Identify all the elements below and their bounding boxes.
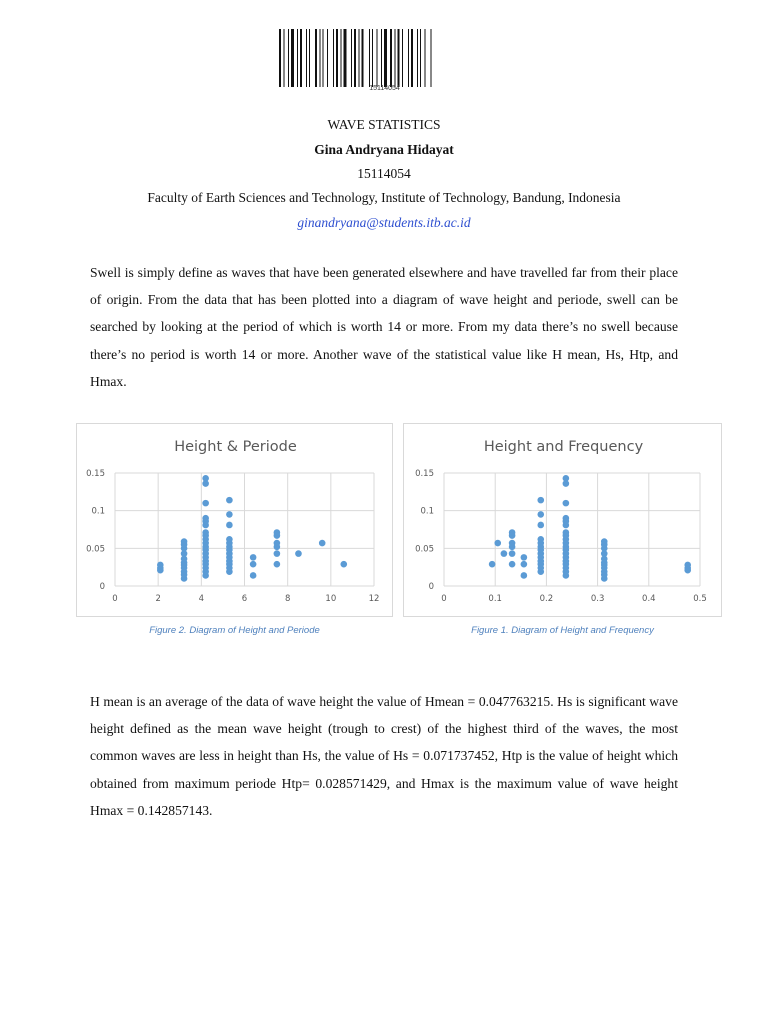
data-point (684, 562, 691, 569)
figure2-caption: Figure 2. Diagram of Height and Periode (149, 625, 320, 636)
data-point (202, 529, 209, 536)
data-point (563, 475, 570, 482)
author-email[interactable]: ginandryana@students.itb.ac.id (297, 215, 471, 230)
x-tick-label: 0 (441, 594, 447, 604)
data-point (274, 540, 281, 547)
x-tick-label: 10 (325, 594, 337, 604)
x-tick-label: 8 (284, 594, 291, 604)
x-tick-label: 0.2 (539, 594, 554, 604)
data-point (274, 550, 281, 557)
x-tick-label: 0.3 (590, 594, 605, 604)
data-point (202, 515, 209, 522)
data-point (509, 529, 516, 536)
data-point (274, 561, 281, 568)
x-tick-label: 0.5 (693, 594, 707, 604)
intro-paragraph: Swell is simply define as waves that have been generated elsewhere and have travelled far from their place of origin. From the data that has been plotted into a diagram of wave height and periode, swell can be searched by looking at the period of which is worth 14 or more. From my data there’s no swell because there’s no period is worth 14 or more. Another wave of the statistical value like H mean, Hs, Htp, and Hmax. (90, 265, 678, 389)
y-tick-label: 0 (428, 582, 434, 592)
height-frequency-chart-svg (404, 424, 723, 618)
author-name: Gina Andryana Hidayat (314, 142, 454, 157)
y-tick-label: 0.1 (420, 506, 434, 517)
data-point (501, 550, 508, 557)
y-tick-label: 0.1 (91, 506, 105, 517)
data-point (494, 540, 501, 547)
affiliation: Faculty of Earth Sciences and Technology, Institute of Technology, Bandung, Indonesia (147, 190, 621, 205)
data-point (521, 572, 528, 579)
x-tick-label: 12 (368, 594, 380, 604)
data-point (250, 561, 257, 568)
x-tick-label: 2 (155, 594, 161, 604)
data-point (563, 515, 570, 522)
data-point (537, 511, 544, 518)
x-tick-label: 0.1 (488, 594, 502, 604)
height-periode-chart-svg (77, 424, 394, 618)
data-point (537, 497, 544, 504)
x-tick-label: 6 (241, 594, 248, 604)
data-point (226, 497, 233, 504)
data-point (250, 572, 257, 579)
x-tick-label: 0.4 (642, 594, 656, 604)
barcode-number: 15114054 (369, 85, 400, 92)
barcode-image (279, 29, 490, 87)
y-tick-label: 0.15 (415, 469, 434, 479)
data-point (157, 562, 164, 569)
data-point (202, 475, 209, 482)
student-id: 15114054 (357, 166, 411, 181)
data-point (340, 561, 347, 568)
data-point (274, 529, 281, 536)
data-point (521, 554, 528, 561)
data-point (181, 538, 188, 545)
chart-title: Height & Periode (174, 439, 297, 455)
chart-title: Height and Frequency (483, 439, 644, 455)
data-point (563, 529, 570, 536)
data-point (202, 500, 209, 507)
statistics-paragraph: H mean is an average of the data of wave height the value of Hmean = 0.047763215. Hs is significant wave height defined as the mean wave height (trough to crest) of the highest third of the waves, the most common waves are less in height than Hs, the value of Hs = 0.071737452, Htp is the value of height which obtained from maximum periode Htp= 0.028571429, and Hmax is the maximum value of wave height Hmax = 0.142857143. (90, 694, 678, 818)
data-point (319, 540, 326, 547)
y-tick-label: 0 (99, 582, 105, 592)
paper-title: WAVE STATISTICS (327, 117, 441, 132)
data-point (509, 540, 516, 547)
data-point (489, 561, 496, 568)
y-tick-label: 0.05 (415, 544, 434, 555)
data-point (509, 550, 516, 557)
data-point (521, 561, 528, 568)
figure1-caption: Figure 1. Diagram of Height and Frequency (471, 625, 654, 636)
x-tick-label: 4 (198, 594, 205, 604)
data-point (537, 522, 544, 529)
data-point (295, 550, 302, 557)
data-point (563, 500, 570, 507)
data-point (250, 554, 257, 561)
height-frequency-chart (403, 423, 722, 617)
y-tick-label: 0.15 (86, 469, 105, 479)
height-periode-chart (76, 423, 393, 617)
data-point (601, 538, 608, 545)
data-point (226, 511, 233, 518)
data-point (226, 522, 233, 529)
data-point (537, 536, 544, 543)
x-tick-label: 0 (112, 594, 118, 604)
data-point (509, 561, 516, 568)
data-point (226, 536, 233, 543)
y-tick-label: 0.05 (86, 544, 105, 555)
